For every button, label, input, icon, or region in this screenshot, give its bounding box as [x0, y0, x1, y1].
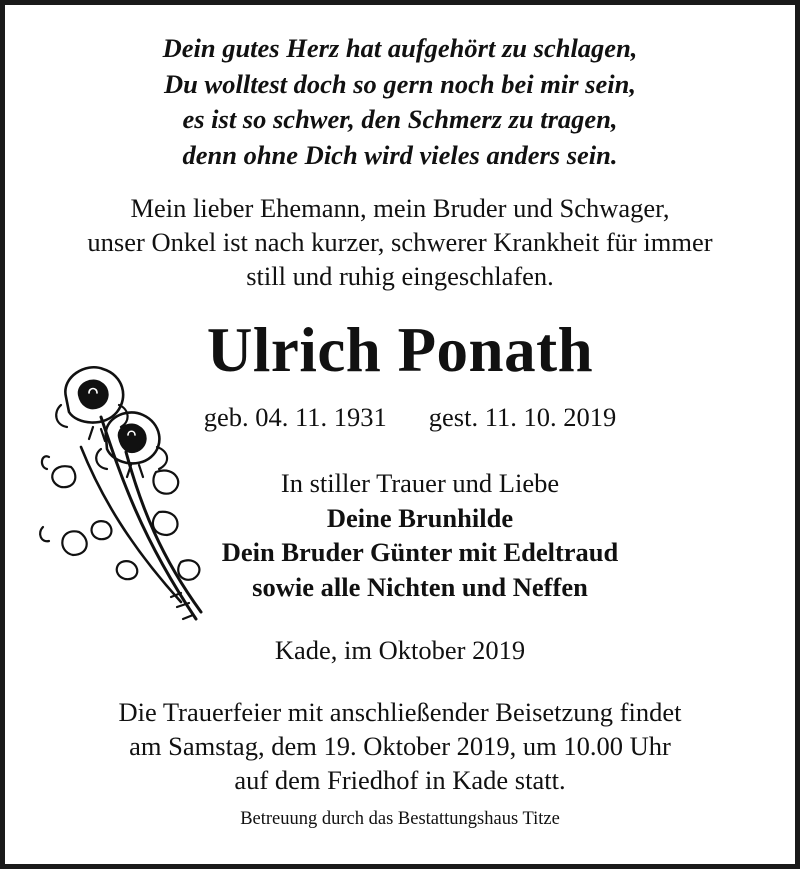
poem-line: Dein gutes Herz hat aufgehört zu schlagen,: [162, 33, 638, 63]
death-date: gest. 11. 10. 2019: [428, 402, 617, 432]
funeral-line: auf dem Friedhof in Kade statt.: [234, 765, 566, 795]
mourner-name: sowie alle Nichten und Neffen: [252, 571, 588, 602]
announcement-line: Mein lieber Ehemann, mein Bruder und Schwager,: [130, 193, 670, 223]
mourner-name: Deine Brunhilde: [326, 502, 514, 533]
funeral-line: Die Trauerfeier mit anschließender Beisetzung findet: [118, 697, 682, 727]
deceased-name: Ulrich Ponath: [206, 315, 594, 385]
life-dates: [175, 400, 645, 434]
funeral-details: [5, 695, 795, 797]
place-and-date: Kade, im Oktober 2019: [274, 635, 526, 665]
announcement-text: [5, 191, 795, 293]
birth-date: geb. 04. 11. 1931: [203, 402, 387, 432]
mourners-block: [185, 466, 655, 604]
announcement-line: unser Onkel ist nach kurzer, schwerer Krankheit für immer: [87, 227, 713, 257]
funeral-line: am Samstag, dem 19. Oktober 2019, um 10.00 Uhr: [129, 731, 671, 761]
funeral-home-credit: Betreuung durch das Bestattungshaus Titze: [240, 809, 560, 829]
memorial-poem: [5, 31, 795, 173]
poem-line: denn ohne Dich wird vieles anders sein.: [182, 139, 618, 170]
poem-line: es ist so schwer, den Schmerz zu tragen,: [182, 104, 618, 135]
mourner-name: Dein Bruder Günter mit Edeltraud: [221, 537, 619, 567]
announcement-line: still und ruhig eingeschlafen.: [246, 261, 554, 291]
mourners-heading: In stiller Trauer und Liebe: [280, 468, 560, 498]
poem-line: Du wolltest doch so gern noch bei mir sein,: [164, 68, 636, 99]
